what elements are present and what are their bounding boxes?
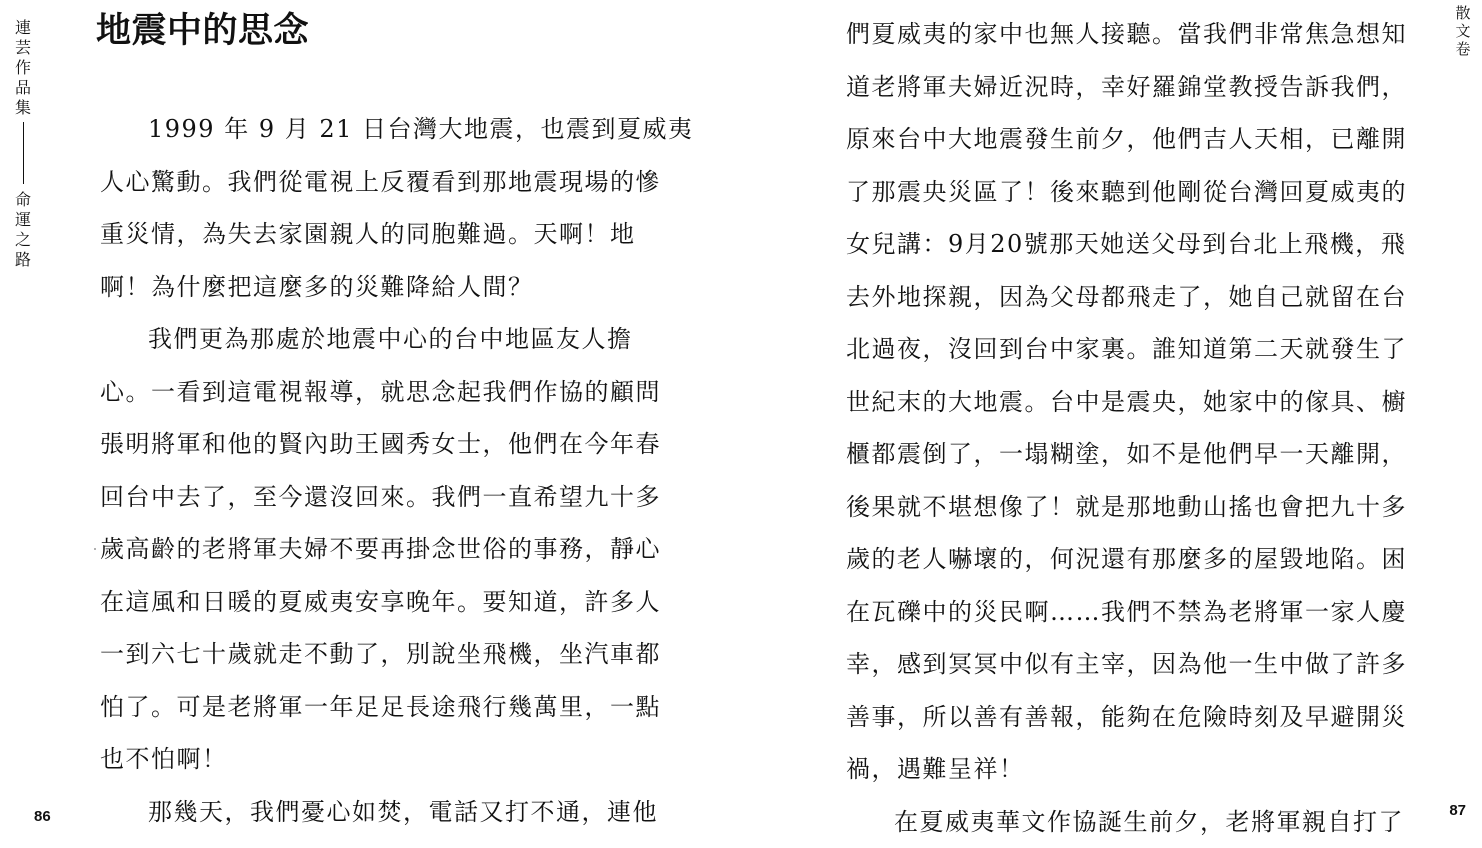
running-head-char: 路 [15, 250, 31, 270]
text-line: 1999 年 9 月 21 日台灣大地震，也震到夏威夷 [100, 103, 662, 156]
running-head-char: 卷 [1455, 40, 1470, 58]
text-line: 幸，感到冥冥中似有主宰，因為他一生中做了許多 [846, 638, 1406, 691]
text-line: 後果就不堪想像了！就是那地動山搖也會把九十多 [846, 481, 1406, 534]
running-head-divider [23, 122, 24, 184]
text-line: 那幾天，我們憂心如焚，電話又打不通，連他 [100, 786, 662, 839]
text-line: 道老將軍夫婦近況時，幸好羅錦堂教授告訴我們， [846, 61, 1406, 114]
text-line: 禍，遇難呈祥！ [846, 743, 1406, 796]
running-head-char: 運 [15, 210, 31, 230]
text-line: 人心驚動。我們從電視上反覆看到那地震現場的慘 [100, 156, 662, 209]
running-head-char: 芸 [15, 38, 31, 58]
right-running-head [1452, 4, 1474, 58]
text-line: 善事，所以善有善報，能夠在危險時刻及早避開災 [846, 691, 1406, 744]
left-page [0, 0, 741, 839]
text-line: 重災情，為失去家園親人的同胞難過。天啊！地 [100, 208, 662, 261]
text-line: 在夏威夷華文作協誕生前夕，老將軍親自打了 [846, 796, 1406, 848]
chapter-title: 地震中的思念 [96, 8, 309, 54]
text-line: 在這風和日暖的夏威夷安享晚年。要知道，許多人 [100, 576, 662, 629]
page-number-left: 86 [34, 808, 51, 825]
text-line: 世紀末的大地震。台中是震央，她家中的傢具、櫥 [846, 376, 1406, 429]
running-head-char: 集 [15, 98, 31, 118]
running-head-char: 品 [15, 78, 31, 98]
text-line: 北過夜，沒回到台中家裏。誰知道第二天就發生了 [846, 323, 1406, 376]
text-line: 我們更為那處於地震中心的台中地區友人擔 [100, 313, 662, 366]
text-line: 心。一看到這電視報導，就思念起我們作協的顧問 [100, 366, 662, 419]
running-head-char: 連 [15, 18, 31, 38]
text-line: 們夏威夷的家中也無人接聽。當我們非常焦急想知 [846, 8, 1406, 61]
text-line: 怕了。可是老將軍一年足足長途飛行幾萬里，一點 [100, 681, 662, 734]
left-body-text [100, 103, 662, 838]
text-line: 在瓦礫中的災民啊……我們不禁為老將軍一家人慶 [846, 586, 1406, 639]
text-line: 張明將軍和他的賢內助王國秀女士，他們在今年春 [100, 418, 662, 471]
text-line: 歲的老人嚇壞的，何況還有那麼多的屋毀地陷。困 [846, 533, 1406, 586]
text-line: 歲高齡的老將軍夫婦不要再掛念世俗的事務，靜心 [100, 523, 662, 576]
text-line: 去外地探親，因為父母都飛走了，她自己就留在台 [846, 271, 1406, 324]
text-line: 也不怕啊！ [100, 733, 662, 786]
running-head-char: 命 [15, 190, 31, 210]
text-line: 回台中去了，至今還沒回來。我們一直希望九十多 [100, 471, 662, 524]
text-line: 原來台中大地震發生前夕，他們吉人天相，已離開 [846, 113, 1406, 166]
left-running-head [12, 18, 34, 270]
text-line: 櫃都震倒了，一塌糊塗，如不是他們早一天離開， [846, 428, 1406, 481]
running-head-char: 之 [15, 230, 31, 250]
text-line: 一到六七十歲就走不動了，別說坐飛機，坐汽車都 [100, 628, 662, 681]
running-head-char: 散 [1455, 4, 1470, 22]
right-body-text [846, 8, 1406, 848]
text-line: 了那震央災區了！後來聽到他剛從台灣回夏威夷的 [846, 166, 1406, 219]
running-head-char: 文 [1455, 22, 1470, 40]
page-number-right: 87 [1449, 802, 1466, 819]
scan-speck [94, 548, 96, 550]
text-line: 啊！為什麼把這麼多的災難降給人間？ [100, 261, 662, 314]
running-head-char: 作 [15, 58, 31, 78]
text-line: 女兒講：9月20號那天她送父母到台北上飛機，飛 [846, 218, 1406, 271]
